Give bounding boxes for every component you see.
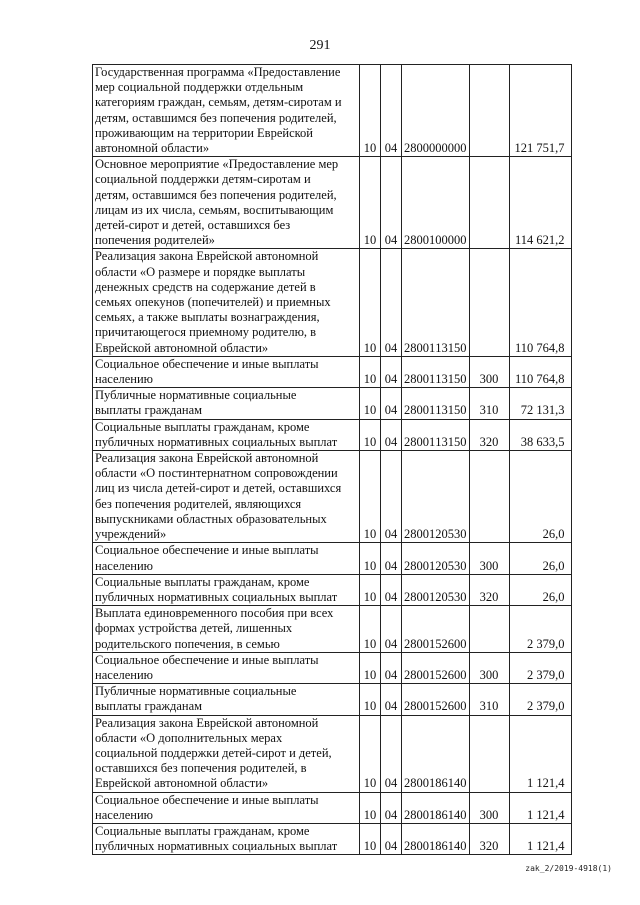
subsection-code: 04 [381, 823, 402, 854]
row-description [93, 451, 360, 543]
expense-kind-code: 310 [469, 684, 509, 715]
description-line: выплаты гражданам [95, 699, 203, 714]
target-code-part: 0 [416, 839, 423, 854]
target-code-part: 01 [422, 589, 436, 604]
description-line: денежных средств на содержание детей в [95, 279, 316, 294]
row-description [93, 715, 360, 792]
target-code-part: 28 [404, 434, 417, 449]
description-line: Еврейской автономной области» [95, 776, 269, 791]
target-article-code [402, 157, 470, 249]
target-code-part: 0 [416, 667, 423, 682]
table-body [93, 65, 572, 855]
target-article-code [402, 652, 470, 683]
target-code-part: 28 [404, 233, 417, 248]
description-line: Социальные выплаты гражданам, кроме [95, 823, 310, 838]
target-code-part: 28 [404, 141, 417, 156]
description-line: родительского попечения, в семью [95, 636, 280, 651]
target-code-part: 28 [404, 372, 417, 387]
description-line: оставшихся без попечения родителей, в [95, 761, 307, 776]
description-line: детям, оставшимся без попечения родителей, [95, 110, 337, 125]
table-row [93, 792, 572, 823]
amount-value: 26,0 [509, 574, 571, 605]
target-code-part: 13150 [435, 372, 467, 387]
description-line: Публичные нормативные социальные [95, 388, 297, 403]
target-code-part: 28 [404, 340, 417, 355]
description-line: лиц из числа детей-сирот и детей, оставшихся [95, 481, 342, 496]
description-line: населению [95, 667, 153, 682]
description-line: семьях опекунов (попечителей) и приемных [95, 295, 331, 310]
description-line: Реализация закона Еврейской автономной [95, 451, 319, 466]
description-line: Реализация закона Еврейской автономной [95, 249, 319, 264]
target-code-part: 28 [404, 699, 417, 714]
target-code-part: 01 [422, 527, 436, 542]
description-line: детей-сирот и детей, оставшихся без [95, 218, 291, 233]
description-line: области «О размере и порядке выплаты [95, 264, 306, 279]
target-code-part: 01 [422, 776, 436, 791]
target-code-part: 00000 [435, 233, 467, 248]
target-article-code [402, 388, 470, 419]
target-code-part: 01 [422, 233, 436, 248]
expense-kind-code: 320 [469, 574, 509, 605]
table-row [93, 65, 572, 157]
subsection-code: 04 [381, 356, 402, 387]
amount-value: 26,0 [509, 543, 571, 574]
subsection-code: 04 [381, 606, 402, 653]
target-article-code [402, 356, 470, 387]
row-description [93, 65, 360, 157]
subsection-code: 04 [381, 419, 402, 450]
target-code-part: 01 [422, 699, 436, 714]
table-row [93, 249, 572, 356]
target-code-part: 0 [416, 589, 423, 604]
description-line: выпускниками областных образовательных [95, 511, 327, 526]
budget-table [92, 64, 572, 855]
table-row [93, 451, 572, 543]
amount-value: 110 764,8 [509, 356, 571, 387]
target-code-part: 20530 [435, 558, 467, 573]
expense-kind-code: 320 [469, 419, 509, 450]
table-row [93, 574, 572, 605]
target-code-part: 52600 [435, 667, 467, 682]
description-line: Социальное обеспечение и иные выплаты [95, 652, 319, 667]
subsection-code: 04 [381, 157, 402, 249]
amount-value: 2 379,0 [509, 606, 571, 653]
footer-document-code: zak_2/2019-4918(1) [525, 864, 612, 873]
expense-kind-code [469, 157, 509, 249]
description-line: публичных нормативных социальных выплат [95, 839, 338, 854]
target-code-part: 01 [422, 839, 436, 854]
target-code-part: 01 [422, 434, 436, 449]
subsection-code: 04 [381, 249, 402, 356]
description-line: публичных нормативных социальных выплат [95, 589, 338, 604]
section-code: 10 [360, 574, 381, 605]
expense-kind-code: 320 [469, 823, 509, 854]
table-row [93, 543, 572, 574]
target-code-part: 0 [416, 403, 423, 418]
target-code-part: 0 [416, 141, 423, 156]
target-code-part: 28 [404, 839, 417, 854]
table-row [93, 356, 572, 387]
target-code-part: 0 [416, 233, 423, 248]
target-article-code [402, 249, 470, 356]
row-description [93, 249, 360, 356]
row-description [93, 823, 360, 854]
target-code-part: 52600 [435, 699, 467, 714]
description-line: Реализация закона Еврейской автономной [95, 715, 319, 730]
description-line: области «О дополнительных мерах [95, 730, 283, 745]
subsection-code: 04 [381, 792, 402, 823]
target-code-part: 01 [422, 372, 436, 387]
section-code: 10 [360, 543, 381, 574]
target-code-part: 01 [422, 403, 436, 418]
row-description [93, 652, 360, 683]
expense-kind-code [469, 65, 509, 157]
expense-kind-code: 310 [469, 388, 509, 419]
target-code-part: 86140 [435, 839, 467, 854]
description-line: социальной поддержки детям-сиротам и [95, 172, 311, 187]
page-number: 291 [309, 38, 331, 53]
target-code-part: 28 [404, 558, 417, 573]
target-code-part: 0 [416, 434, 423, 449]
subsection-code: 04 [381, 574, 402, 605]
target-code-part: 28 [404, 636, 417, 651]
table-row [93, 606, 572, 653]
expense-kind-code: 300 [469, 356, 509, 387]
target-code-part: 13150 [435, 403, 467, 418]
target-code-part: 86140 [435, 776, 467, 791]
target-article-code [402, 65, 470, 157]
target-code-part: 01 [422, 667, 436, 682]
amount-value: 2 379,0 [509, 652, 571, 683]
description-line: выплаты гражданам [95, 403, 203, 418]
description-line: формах устройства детей, лишенных [95, 621, 293, 636]
description-line: учреждений» [95, 527, 167, 542]
target-code-part: 52600 [435, 636, 467, 651]
amount-value: 72 131,3 [509, 388, 571, 419]
description-line: населению [95, 372, 153, 387]
description-line: семьях, а также выплаты вознаграждения, [95, 310, 320, 325]
target-code-part: 01 [422, 807, 436, 822]
description-line: категориям граждан, семьям, детям-сиротам и [95, 95, 342, 110]
description-line: Социальное обеспечение и иные выплаты [95, 356, 319, 371]
amount-value: 26,0 [509, 451, 571, 543]
table-row [93, 157, 572, 249]
target-code-part: 0 [416, 558, 423, 573]
target-article-code [402, 419, 470, 450]
section-code: 10 [360, 451, 381, 543]
table-row [93, 823, 572, 854]
amount-value: 2 379,0 [509, 684, 571, 715]
section-code: 10 [360, 823, 381, 854]
target-code-part: 13150 [435, 434, 467, 449]
table-row [93, 715, 572, 792]
section-code: 10 [360, 65, 381, 157]
description-line: детям, оставшимся без попечения родителей, [95, 187, 337, 202]
expense-kind-code: 300 [469, 652, 509, 683]
subsection-code: 04 [381, 543, 402, 574]
section-code: 10 [360, 249, 381, 356]
row-description [93, 543, 360, 574]
expense-kind-code: 300 [469, 792, 509, 823]
row-description [93, 792, 360, 823]
target-code-part: 0 [416, 699, 423, 714]
subsection-code: 04 [381, 65, 402, 157]
target-code-part: 0 [416, 340, 423, 355]
table-row [93, 684, 572, 715]
expense-kind-code [469, 715, 509, 792]
description-line: области «О постинтернатном сопровождении [95, 466, 338, 481]
amount-value: 1 121,4 [509, 715, 571, 792]
section-code: 10 [360, 157, 381, 249]
target-code-part: 28 [404, 776, 417, 791]
table-row [93, 419, 572, 450]
description-line: населению [95, 558, 153, 573]
description-line: без попечения родителей, являющихся [95, 496, 302, 511]
expense-kind-code [469, 606, 509, 653]
target-article-code [402, 684, 470, 715]
description-line: Социальное обеспечение и иные выплаты [95, 543, 319, 558]
description-line: Социальные выплаты гражданам, кроме [95, 419, 310, 434]
target-code-part: 01 [422, 558, 436, 573]
expense-kind-code [469, 451, 509, 543]
section-code: 10 [360, 715, 381, 792]
description-line: проживающим на территории Еврейской [95, 125, 313, 140]
amount-value: 110 764,8 [509, 249, 571, 356]
section-code: 10 [360, 419, 381, 450]
section-code: 10 [360, 356, 381, 387]
table-row [93, 652, 572, 683]
target-article-code [402, 715, 470, 792]
target-code-part: 28 [404, 403, 417, 418]
target-code-part: 28 [404, 667, 417, 682]
amount-value: 121 751,7 [509, 65, 571, 157]
target-code-part: 0 [416, 636, 423, 651]
target-code-part: 00000 [435, 141, 467, 156]
section-code: 10 [360, 606, 381, 653]
target-code-part: 20530 [435, 589, 467, 604]
section-code: 10 [360, 652, 381, 683]
expense-kind-code [469, 249, 509, 356]
amount-value: 38 633,5 [509, 419, 571, 450]
row-description [93, 419, 360, 450]
description-line: причитающегося приемному родителю, в [95, 325, 317, 340]
subsection-code: 04 [381, 652, 402, 683]
amount-value: 114 621,2 [509, 157, 571, 249]
description-line: Еврейской автономной области» [95, 340, 269, 355]
target-code-part: 01 [422, 636, 436, 651]
table-row [93, 388, 572, 419]
target-code-part: 28 [404, 527, 417, 542]
target-code-part: 28 [404, 807, 417, 822]
row-description [93, 574, 360, 605]
target-code-part: 00 [422, 141, 436, 156]
row-description [93, 356, 360, 387]
target-code-part: 86140 [435, 807, 467, 822]
subsection-code: 04 [381, 388, 402, 419]
target-article-code [402, 451, 470, 543]
description-line: социальной поддержки детей-сирот и детей, [95, 745, 332, 760]
description-line: публичных нормативных социальных выплат [95, 434, 338, 449]
description-line: попечения родителей» [95, 233, 215, 248]
description-line: Публичные нормативные социальные [95, 684, 297, 699]
description-line: автономной области» [95, 141, 210, 156]
section-code: 10 [360, 792, 381, 823]
target-code-part: 13150 [435, 340, 467, 355]
target-article-code [402, 543, 470, 574]
description-line: лицам из их числа, семьям, воспитывающим [95, 202, 334, 217]
row-description [93, 388, 360, 419]
description-line: Выплата единовременного пособия при всех [95, 606, 334, 621]
target-code-part: 01 [422, 340, 436, 355]
section-code: 10 [360, 388, 381, 419]
description-line: мер социальной поддержки отдельным [95, 80, 304, 95]
description-line: Социальные выплаты гражданам, кроме [95, 574, 310, 589]
expense-kind-code: 300 [469, 543, 509, 574]
section-code: 10 [360, 684, 381, 715]
target-code-part: 0 [416, 776, 423, 791]
target-article-code [402, 823, 470, 854]
target-code-part: 0 [416, 372, 423, 387]
target-code-part: 20530 [435, 527, 467, 542]
amount-value: 1 121,4 [509, 792, 571, 823]
description-line: Основное мероприятие «Предоставление мер [95, 157, 339, 172]
subsection-code: 04 [381, 451, 402, 543]
target-article-code [402, 574, 470, 605]
target-article-code [402, 606, 470, 653]
target-code-part: 0 [416, 807, 423, 822]
subsection-code: 04 [381, 715, 402, 792]
amount-value: 1 121,4 [509, 823, 571, 854]
description-line: Социальное обеспечение и иные выплаты [95, 792, 319, 807]
target-code-part: 0 [416, 527, 423, 542]
row-description [93, 157, 360, 249]
target-code-part: 28 [404, 589, 417, 604]
row-description [93, 684, 360, 715]
target-article-code [402, 792, 470, 823]
row-description [93, 606, 360, 653]
description-line: Государственная программа «Предоставление [95, 65, 341, 79]
description-line: населению [95, 807, 153, 822]
subsection-code: 04 [381, 684, 402, 715]
